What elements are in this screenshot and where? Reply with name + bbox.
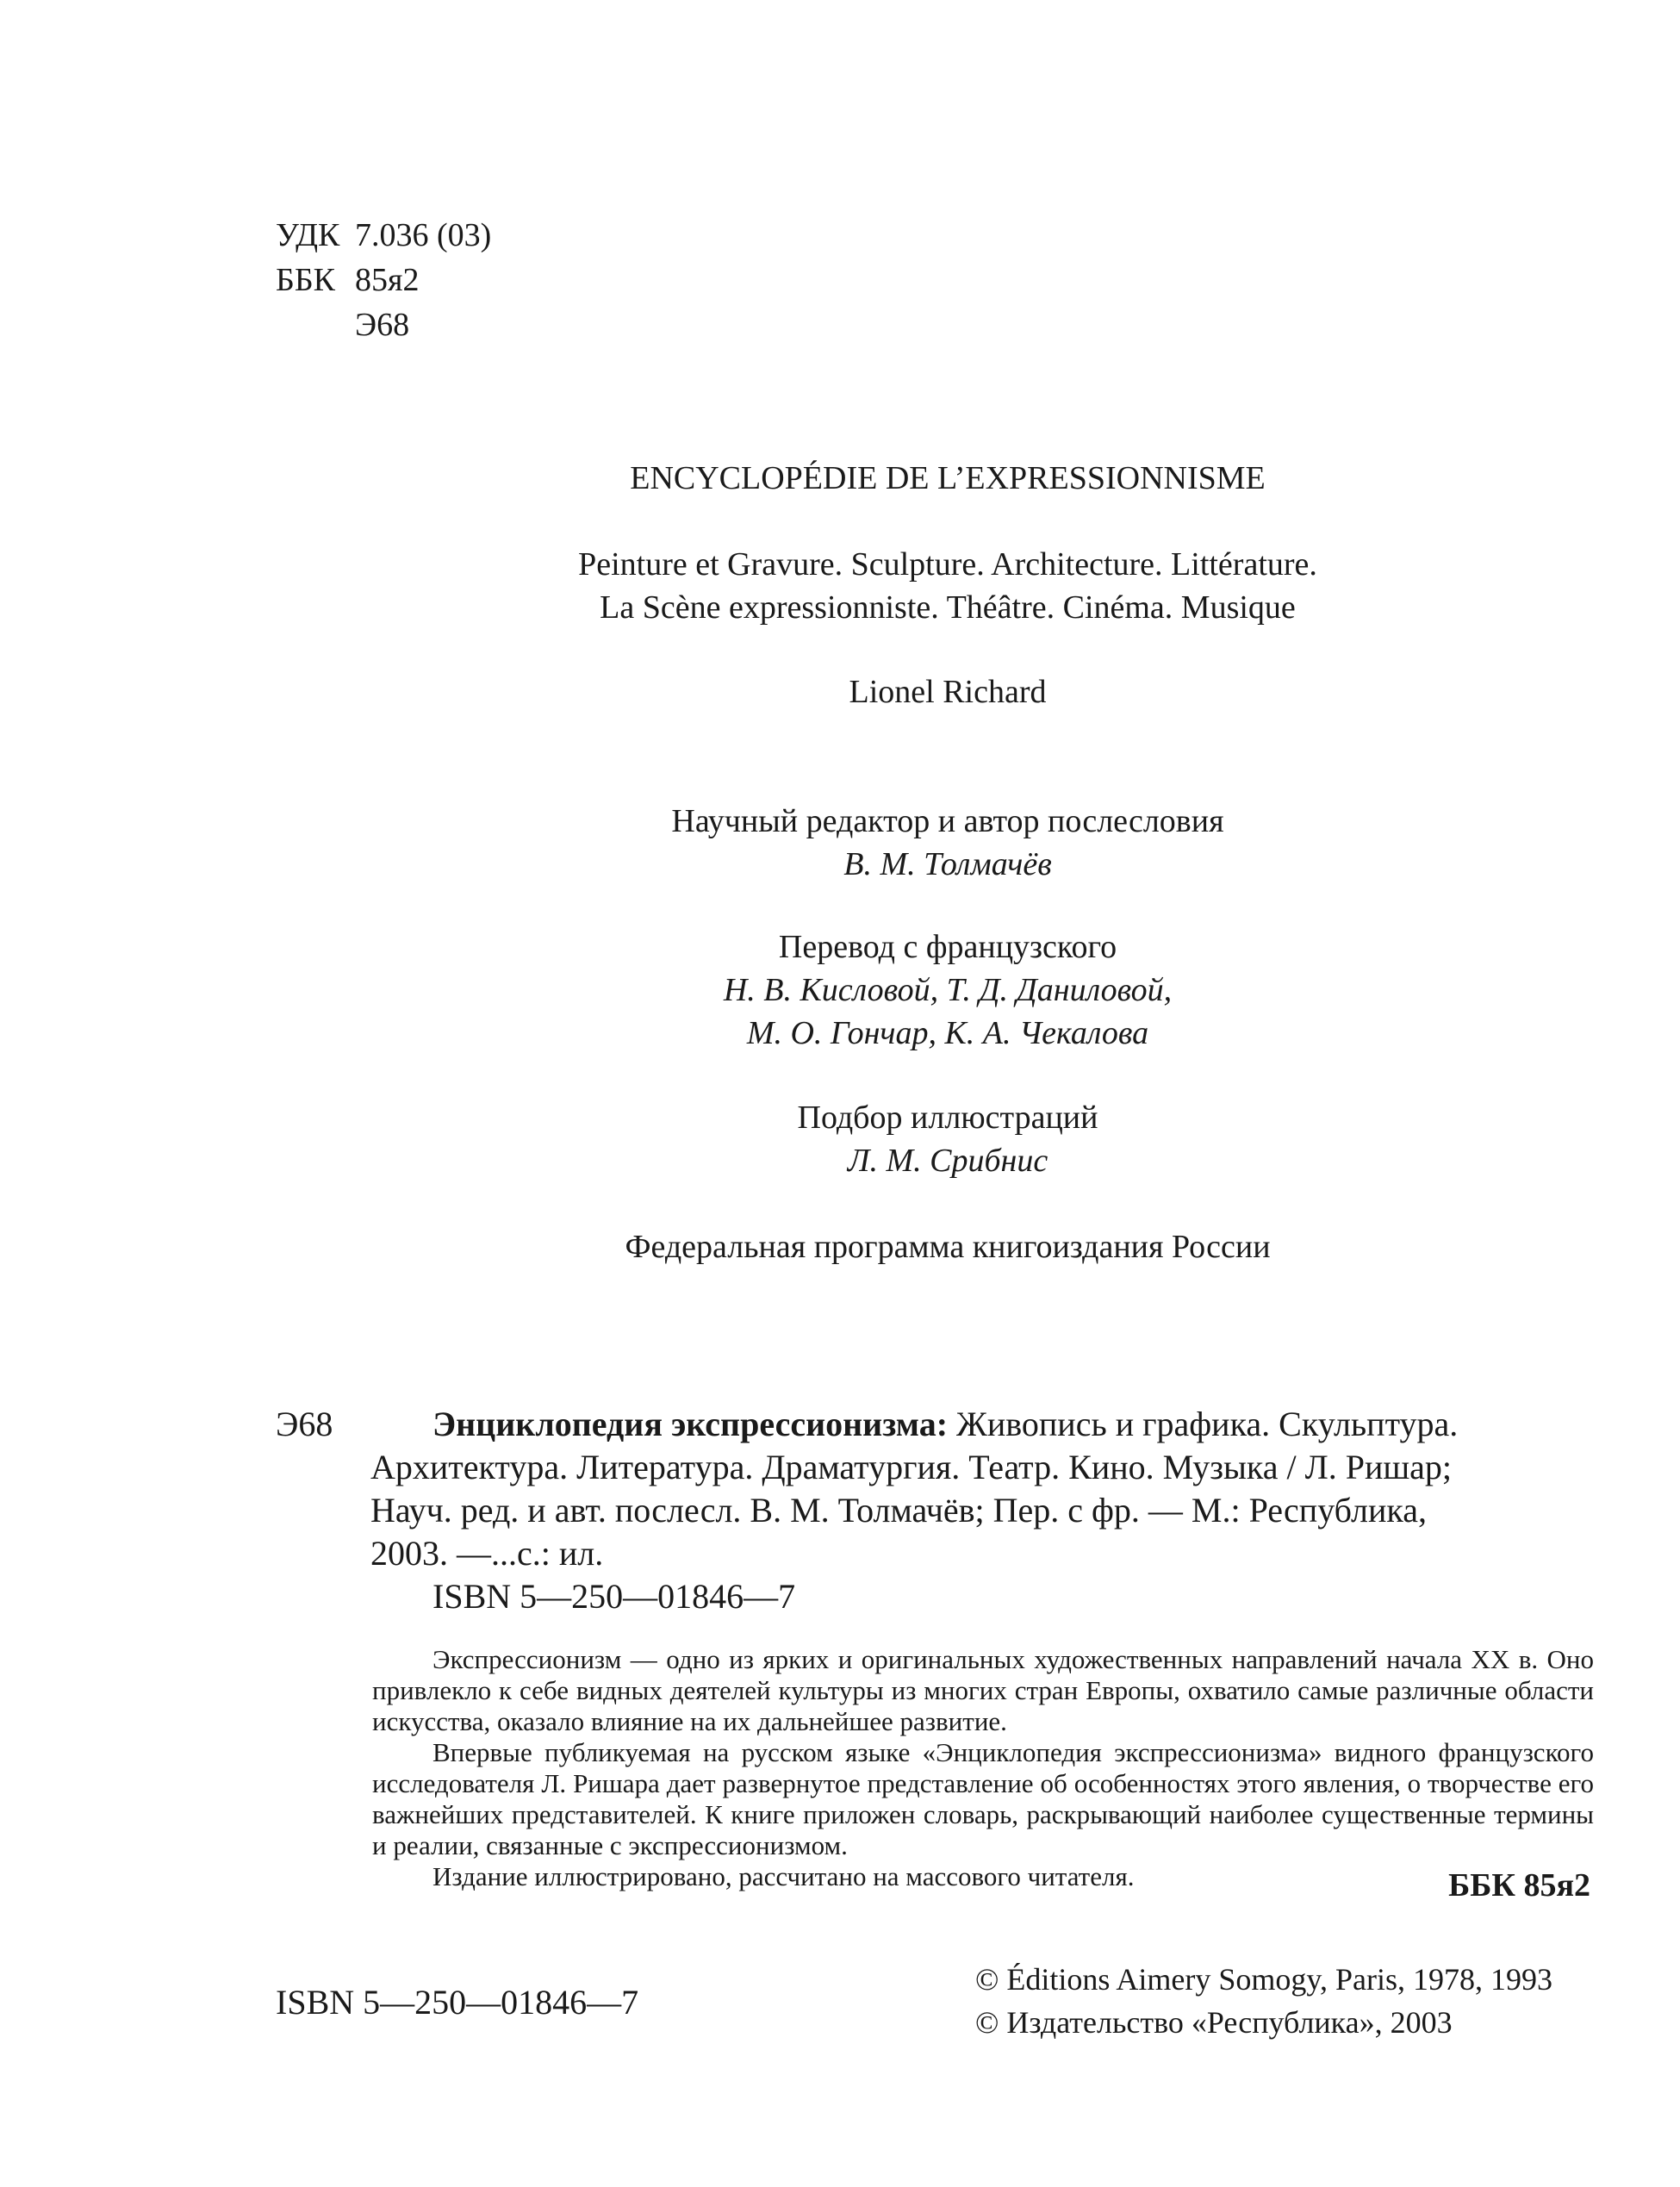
catalog-line4: 2003. —...с.: ил. (370, 1534, 604, 1573)
catalog-isbn: ISBN 5—250—01846—7 (432, 1577, 796, 1616)
abstract-paragraph-3: Издание иллюстрировано, рассчитано на массового читателя. (432, 1861, 1135, 1891)
editor-role: Научный редактор и автор послесловия (671, 803, 1224, 839)
abstract-paragraph-1: Экспрессионизм — одно из ярких и оригинальных художественных направлений начала XX в. Оно привлекло к себе видных деятелей культуры из многих стран Европы, охватило самые различные области искусства, оказало влияние на их дальнейшее развитие. (372, 1644, 1594, 1736)
udk-value: 7.036 (03) (355, 217, 492, 253)
bbk-value: 85я2 (355, 262, 420, 298)
catalog-line2: Архитектура. Литература. Драматургия. Театр. Кино. Музыка / Л. Ришар; (370, 1448, 1453, 1486)
original-subtitle-line2: La Scène expressionniste. Théâtre. Cinéma. Musique (600, 589, 1296, 626)
editor-name: В. М. Толмачёв (843, 846, 1052, 882)
translation-role: Перевод с французского (778, 929, 1117, 965)
catalog-line1 (432, 1403, 1458, 1446)
original-title: ENCYCLOPÉDIE DE L’EXPRESSIONNISME (630, 460, 1266, 496)
original-subtitle-line1: Peinture et Gravure. Sculpture. Architecture. Littérature. (578, 546, 1317, 583)
illustrations-name: Л. М. Срибнис (847, 1143, 1048, 1179)
classification-block (276, 214, 491, 348)
bbk-bottom: ББК 85я2 (1448, 1867, 1590, 1904)
isbn-bottom: ISBN 5—250—01846—7 (276, 1983, 639, 2022)
abstract-paragraph-2: Впервые публикуемая на русском языке «Энциклопедия экспрессионизма» видного французского исследователя Л. Ришара дает развернутое представление об особенностях этого явления, о творчестве его важнейших представителей. К книге приложен словарь, раскрывающий наиболее существенные термины и реалии, связанные с экспрессионизмом. (372, 1737, 1594, 1860)
catalog-code: Э68 (276, 1405, 333, 1443)
copyright-line2: © Издательство «Республика», 2003 (975, 2005, 1453, 2040)
translators-line2: М. О. Гончар, К. А. Чекалова (746, 1015, 1149, 1051)
catalog-line3: Науч. ред. и авт. послесл. В. М. Толмачёв; Пер. с фр. — М.: Республика, (370, 1491, 1427, 1530)
catalog-line1-rest: Живопись и графика. Скульптура. (948, 1405, 1459, 1443)
federal-program: Федеральная программа книгоиздания России (625, 1229, 1271, 1265)
author-mark: Э68 (355, 307, 410, 343)
translators-line1: Н. В. Кисловой, Т. Д. Даниловой, (723, 972, 1173, 1008)
copyright-block (975, 1958, 1552, 2044)
catalog-title: Энциклопедия экспрессионизма: (432, 1405, 949, 1443)
bbk-label: ББК (276, 262, 335, 298)
copyright-line1: © Éditions Aimery Somogy, Paris, 1978, 1993 (975, 1962, 1553, 1997)
original-author: Lionel Richard (849, 674, 1047, 710)
abstract (372, 1644, 1594, 1892)
illustrations-role: Подбор иллюстраций (797, 1100, 1098, 1136)
udk-label: УДК (276, 217, 340, 253)
